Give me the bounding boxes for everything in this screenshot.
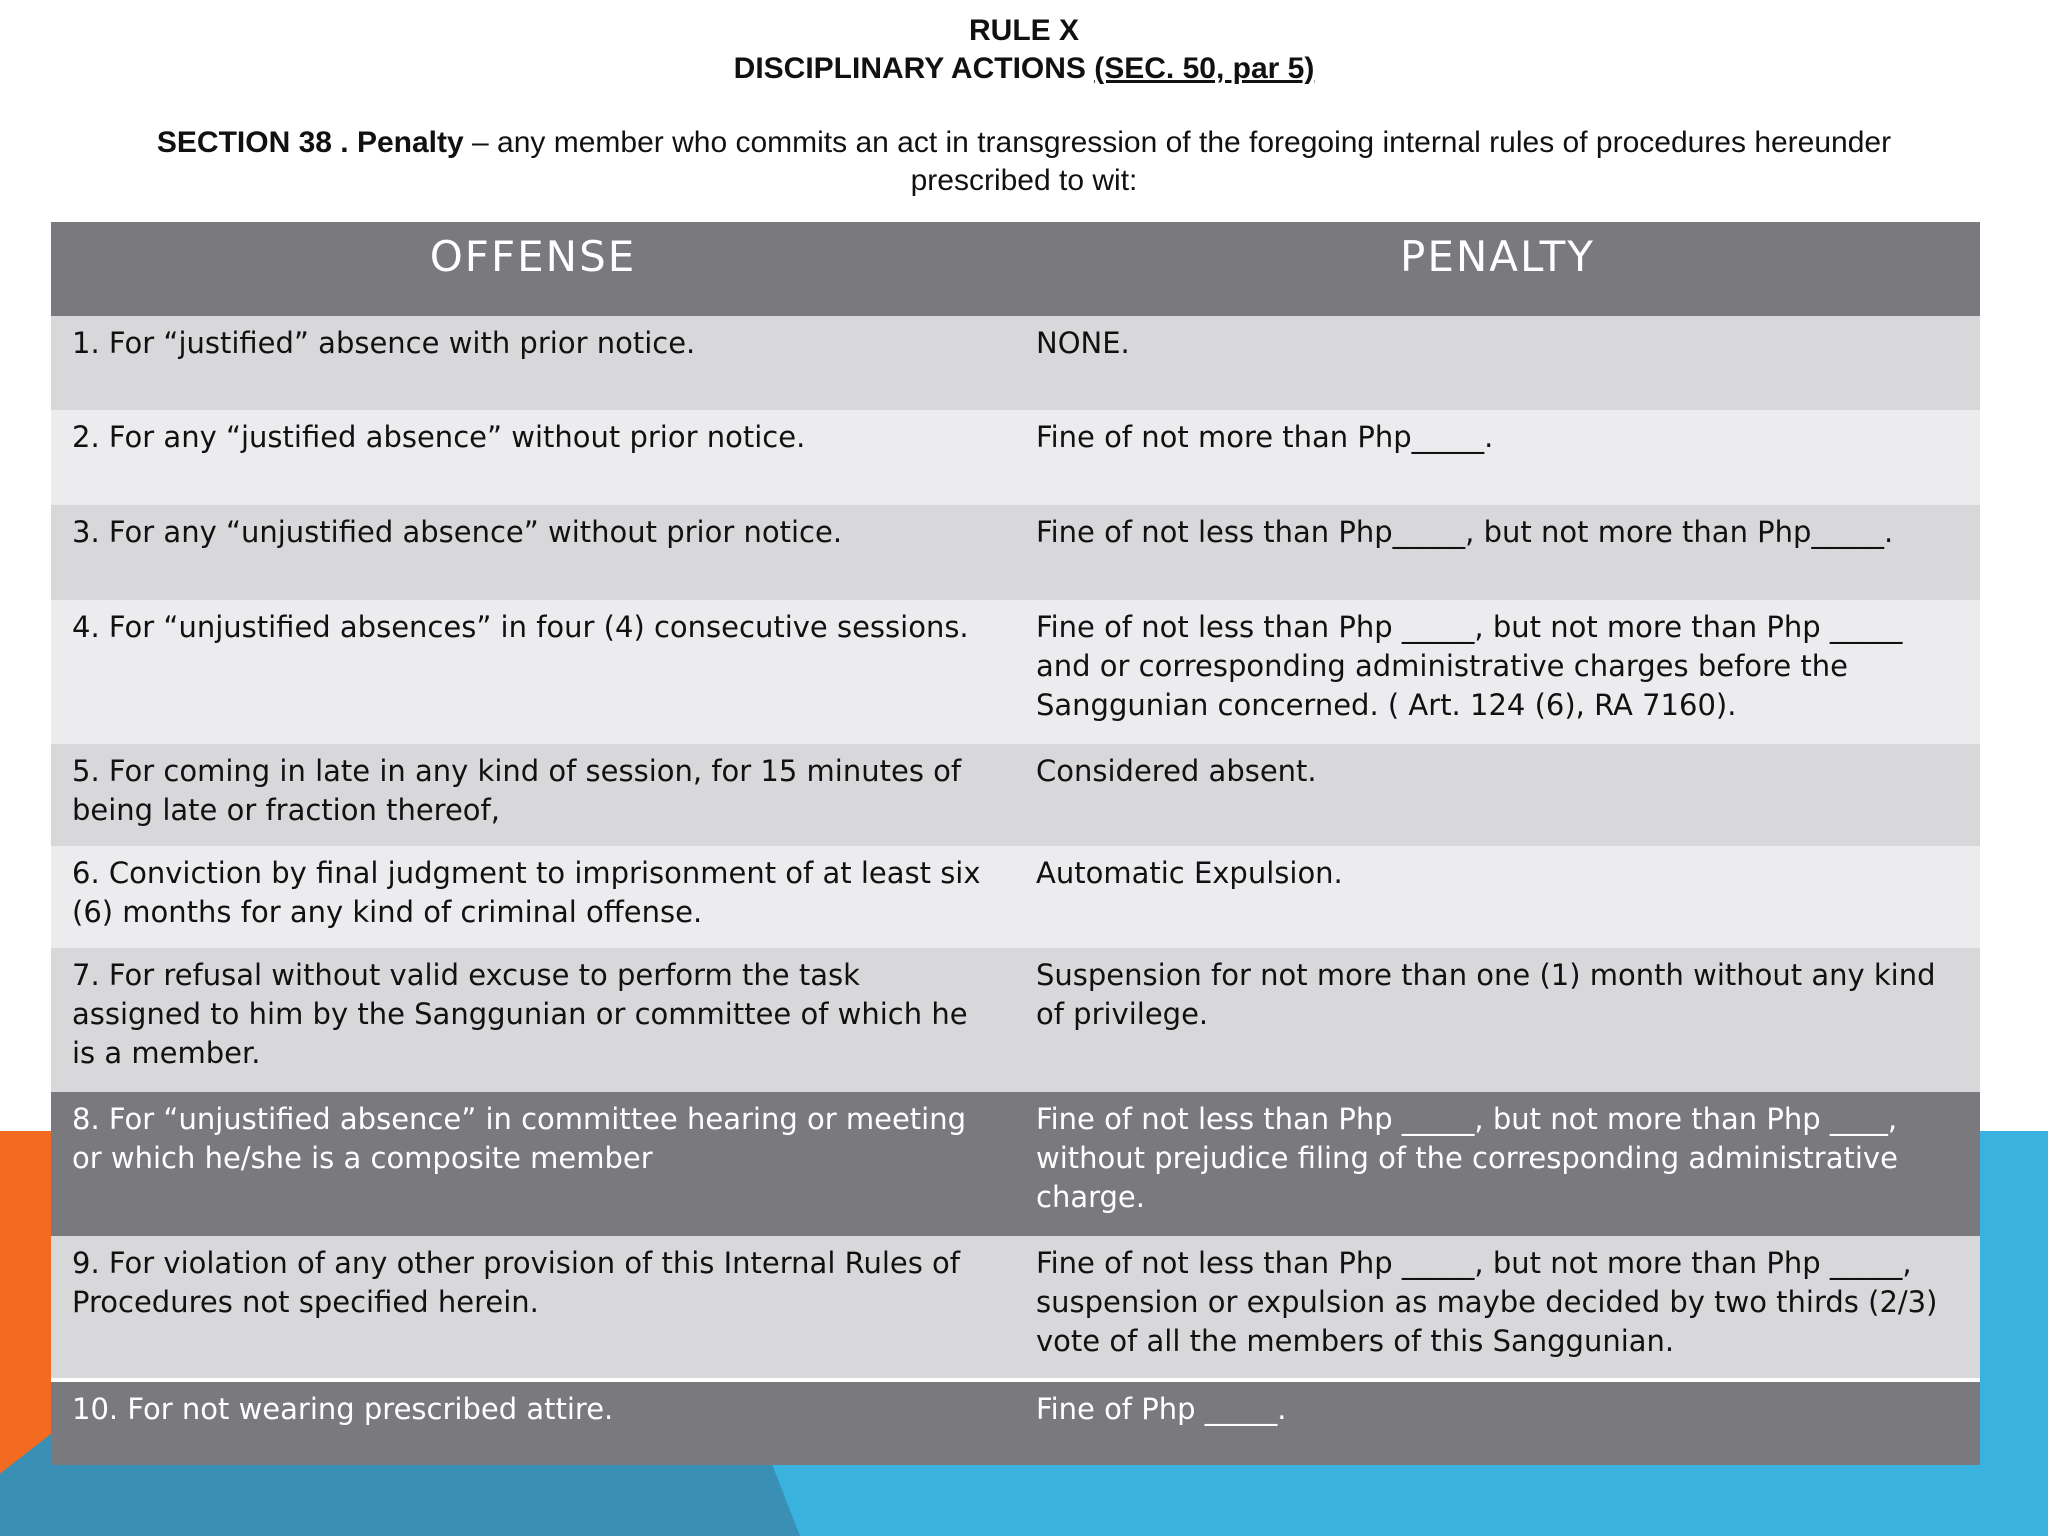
section-paragraph — [100, 124, 1948, 200]
slide-header — [0, 12, 2048, 88]
penalty-cell: Fine of Php _____. — [1015, 1380, 1980, 1465]
section-text: – any member who commits an act in transgression of the foregoing internal rules of procedures hereunder prescribed to wit: — [463, 126, 1892, 197]
penalty-cell: Fine of not less than Php _____, but not more than Php ____, without prejudice filing of the corresponding administrative charge. — [1015, 1092, 1980, 1236]
table-row — [51, 1380, 1980, 1465]
rule-title: RULE X — [968, 14, 1079, 47]
table-row — [51, 846, 1980, 948]
table-row — [51, 316, 1980, 410]
table-row — [51, 410, 1980, 505]
penalty-cell: Considered absent. — [1015, 744, 1980, 846]
table-header-row — [51, 222, 1980, 316]
offense-cell: 2. For any “justified absence” without prior notice. — [51, 410, 1015, 505]
table-row — [51, 505, 1980, 600]
table-row — [51, 600, 1980, 744]
table-row — [51, 948, 1980, 1092]
offense-cell: 4. For “unjustified absences” in four (4) consecutive sessions. — [51, 600, 1015, 744]
penalty-cell: Fine of not less than Php _____, but not more than Php _____, suspension or expulsion as maybe decided by two thirds (2/3) vote of all the members of this Sanggunian. — [1015, 1236, 1980, 1380]
offense-cell: 3. For any “unjustified absence” without prior notice. — [51, 505, 1015, 600]
offense-cell: 9. For violation of any other provision of this Internal Rules of Procedures not specified herein. — [51, 1236, 1015, 1380]
penalty-table — [51, 222, 1980, 1465]
penalty-table-container — [51, 222, 1980, 1465]
offense-cell: 7. For refusal without valid excuse to perform the task assigned to him by the Sanggunian or committee of which he is a member. — [51, 948, 1015, 1092]
penalty-cell: Fine of not more than Php_____. — [1015, 410, 1980, 505]
table-row — [51, 744, 1980, 846]
section-reference: (SEC. 50, par 5) — [1094, 52, 1315, 85]
penalty-cell: Suspension for not more than one (1) month without any kind of privilege. — [1015, 948, 1980, 1092]
disciplinary-actions-title — [0, 50, 2048, 88]
penalty-cell: Fine of not less than Php_____, but not more than Php_____. — [1015, 505, 1980, 600]
table-row — [51, 1236, 1980, 1380]
penalty-header: PENALTY — [1015, 222, 1980, 316]
title-main: DISCIPLINARY ACTIONS — [733, 52, 1095, 85]
offense-header: OFFENSE — [51, 222, 1015, 316]
offense-cell: 1. For “justified” absence with prior notice. — [51, 316, 1015, 410]
penalty-cell: NONE. — [1015, 316, 1980, 410]
offense-cell: 8. For “unjustified absence” in committee hearing or meeting or which he/she is a composite member — [51, 1092, 1015, 1236]
penalty-cell: Automatic Expulsion. — [1015, 846, 1980, 948]
offense-cell: 6. Conviction by final judgment to imprisonment of at least six (6) months for any kind of criminal offense. — [51, 846, 1015, 948]
penalty-cell: Fine of not less than Php _____, but not more than Php _____ and or corresponding administrative charges before the Sanggunian concerned. ( Art. 124 (6), RA 7160). — [1015, 600, 1980, 744]
table-row — [51, 1092, 1980, 1236]
section-label: SECTION 38 . Penalty — [156, 126, 464, 159]
offense-cell: 10. For not wearing prescribed attire. — [51, 1380, 1015, 1465]
offense-cell: 5. For coming in late in any kind of session, for 15 minutes of being late or fraction thereof, — [51, 744, 1015, 846]
